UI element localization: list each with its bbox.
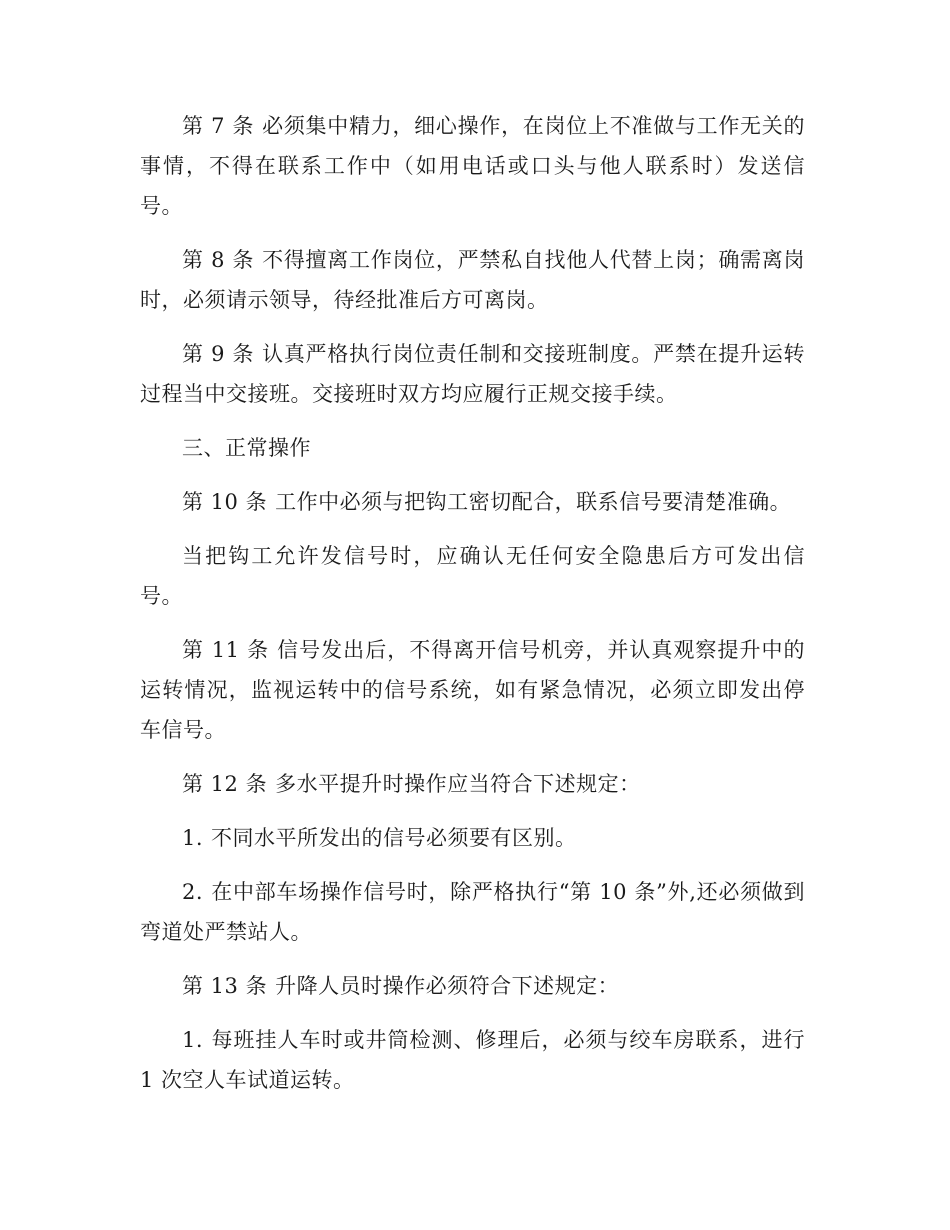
list-item-12-2	[140, 872, 805, 952]
paragraph-article-13	[140, 966, 805, 1006]
paragraph-text: 必须集中精力，细心操作，在岗位上不准做与工作无关的事情，不得在联系工作中（如用电话或口头与他人联系时）发送信号。	[140, 114, 805, 218]
list-item-13-1	[140, 1020, 805, 1100]
paragraph-text: 当把钩工允许发信号时，应确认无任何安全隐患后方可发出信号。	[140, 544, 805, 608]
paragraph-text: 升降人员时操作必须符合下述规定：	[275, 974, 620, 998]
paragraph-text: 不同水平所发出的信号必须要有区别。	[211, 826, 577, 850]
article-number: 第 12 条	[182, 772, 268, 796]
paragraph-text: 在中部车场操作信号时，除严格执行“第 10 条”外,还必须做到弯道处严禁站人。	[140, 880, 805, 944]
article-number: 第 7 条	[182, 114, 255, 138]
paragraph-article-11	[140, 630, 805, 750]
list-item-12-1	[140, 818, 805, 858]
list-number: 1.	[182, 1028, 204, 1052]
paragraph-article-10	[140, 482, 805, 522]
article-number: 第 10 条	[182, 490, 268, 514]
paragraph-article-9	[140, 334, 805, 414]
article-number: 第 8 条	[182, 248, 255, 272]
paragraph-article-8	[140, 240, 805, 320]
paragraph-text: 不得擅离工作岗位，严禁私自找他人代替上岗；确需离岗时，必须请示领导，待经批准后方可离岗。	[140, 248, 805, 312]
paragraph-text: 认真严格执行岗位责任制和交接班制度。严禁在提升运转过程当中交接班。交接班时双方均应履行正规交接手续。	[140, 342, 805, 406]
paragraph-signal-permission	[140, 536, 805, 616]
paragraph-text: 工作中必须与把钩工密切配合，联系信号要清楚准确。	[275, 490, 792, 514]
document-body	[140, 106, 805, 1114]
paragraph-article-7	[140, 106, 805, 226]
list-number: 1.	[182, 826, 204, 850]
article-number: 第 11 条	[182, 638, 270, 662]
paragraph-article-12	[140, 764, 805, 804]
paragraph-text: 每班挂人车时或井筒检测、修理后，必须与绞车房联系，进行 1 次空人车试道运转。	[140, 1028, 805, 1092]
article-number: 第 9 条	[182, 342, 255, 366]
paragraph-text: 信号发出后，不得离开信号机旁，并认真观察提升中的运转情况，监视运转中的信号系统，如有紧急情况，必须立即发出停车信号。	[140, 638, 805, 742]
article-number: 第 13 条	[182, 974, 268, 998]
paragraph-text: 多水平提升时操作应当符合下述规定：	[275, 772, 641, 796]
section-heading-text: 三、正常操作	[182, 436, 311, 460]
section-heading	[140, 428, 805, 468]
list-number: 2.	[182, 880, 204, 904]
